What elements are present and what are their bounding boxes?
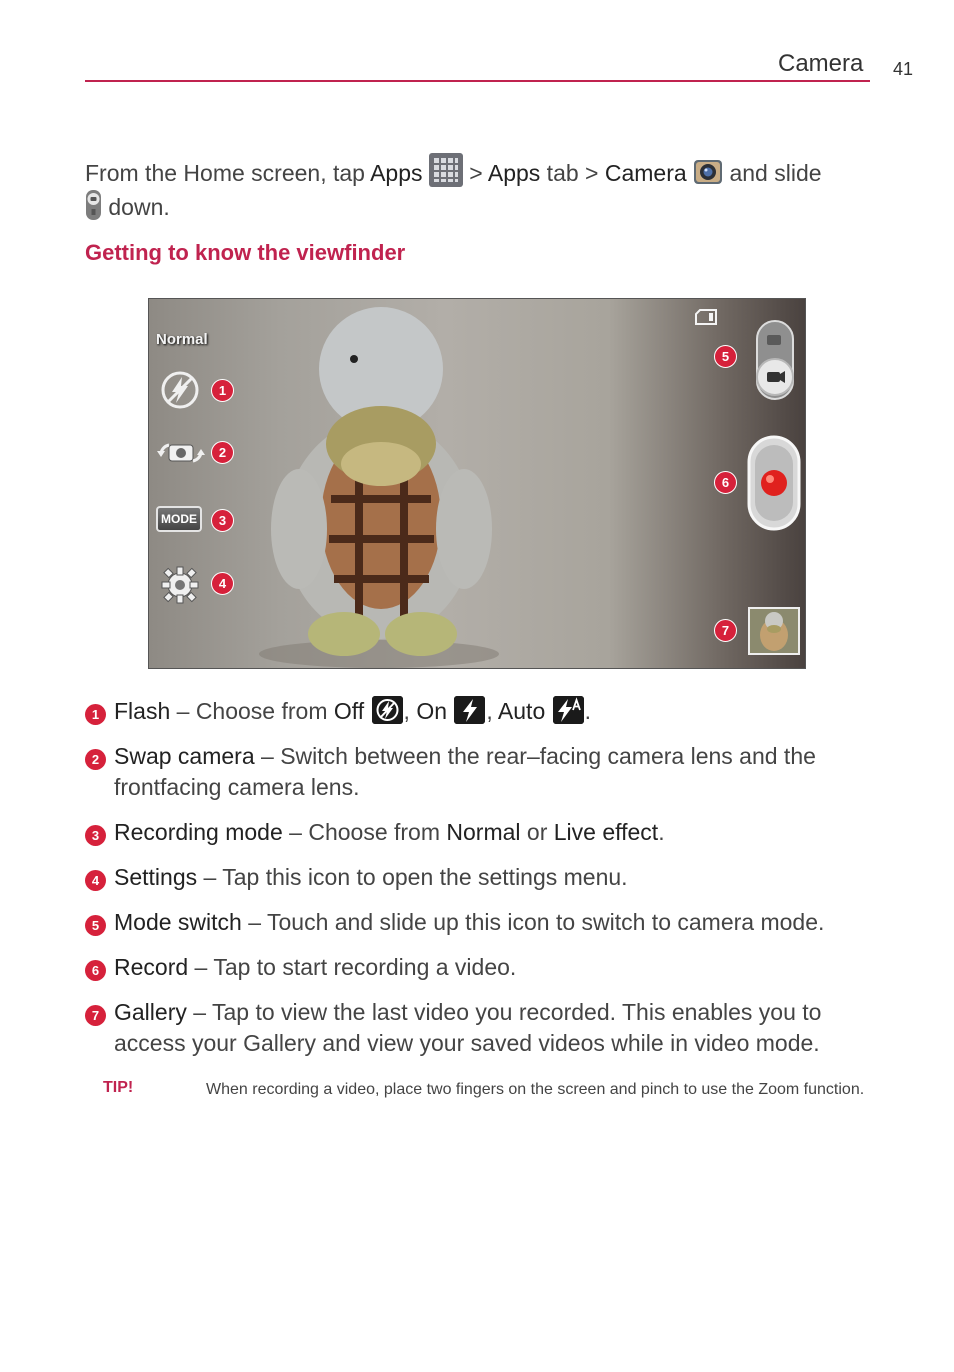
intro-paragraph: From the Home screen, tap Apps > Apps tab > Camera and slide down. — [85, 153, 875, 223]
legend-item-mode-switch: 5 Mode switch – Touch and slide up this icon to switch to camera mode. — [85, 907, 875, 938]
apps-grid-icon — [429, 153, 463, 187]
callout-1: 1 — [211, 379, 234, 402]
page-number: 41 — [893, 59, 914, 79]
header-divider — [85, 80, 870, 82]
recording-mode-button[interactable]: MODE — [156, 506, 202, 532]
storage-card-icon — [695, 309, 717, 325]
tip-text: When recording a video, place two fingers on the screen and pinch to use the Zoom function. — [206, 1081, 865, 1098]
callout-4: 4 — [211, 572, 234, 595]
legend-number: 2 — [85, 749, 106, 770]
legend-number: 5 — [85, 915, 106, 936]
legend-item-record: 6 Record – Tap to start recording a video. — [85, 952, 875, 983]
viewfinder-mode-label: Normal — [156, 331, 208, 348]
callout-7: 7 — [714, 619, 737, 642]
legend-item-recording-mode: 3 Recording mode – Choose from Normal or Live effect. — [85, 817, 875, 848]
legend-number: 7 — [85, 1005, 106, 1026]
flash-off-icon[interactable] — [160, 370, 200, 410]
legend-number: 3 — [85, 825, 106, 846]
viewfinder-screenshot — [148, 298, 806, 669]
legend-item-swap-camera: 2 Swap camera – Switch between the rear–facing camera lens and the frontfacing camera lens. — [85, 741, 875, 803]
callout-5: 5 — [714, 345, 737, 368]
legend-number: 1 — [85, 704, 106, 725]
camera-app-icon — [693, 157, 723, 187]
legend-item-flash: 1 Flash – Choose from Off , On , Auto . — [85, 696, 875, 727]
settings-gear-icon[interactable] — [161, 566, 199, 604]
callout-2: 2 — [211, 441, 234, 464]
swap-camera-icon[interactable] — [157, 439, 205, 467]
gallery-thumbnail[interactable] — [748, 607, 800, 655]
legend-item-settings: 4 Settings – Tap this icon to open the settings menu. — [85, 862, 875, 893]
mode-switch-slider[interactable] — [752, 319, 798, 401]
callout-3: 3 — [211, 509, 234, 532]
flash-auto-icon — [553, 696, 584, 724]
camera-slider-icon — [85, 189, 102, 221]
record-button[interactable] — [746, 435, 802, 531]
section-subheading: Getting to know the viewfinder — [85, 240, 406, 265]
flash-on-icon — [454, 696, 485, 724]
callout-6: 6 — [714, 471, 737, 494]
section-title: Camera — [778, 50, 864, 77]
legend-number: 6 — [85, 960, 106, 981]
viewfinder-legend — [85, 696, 875, 1073]
flash-off-icon — [372, 696, 403, 724]
tip-label: TIP! — [103, 1079, 134, 1096]
legend-item-gallery: 7 Gallery – Tap to view the last video you recorded. This enables you to access your Gallery and view your saved videos while in video mode. — [85, 997, 875, 1059]
duck-figurine-photo — [149, 299, 806, 669]
legend-number: 4 — [85, 870, 106, 891]
